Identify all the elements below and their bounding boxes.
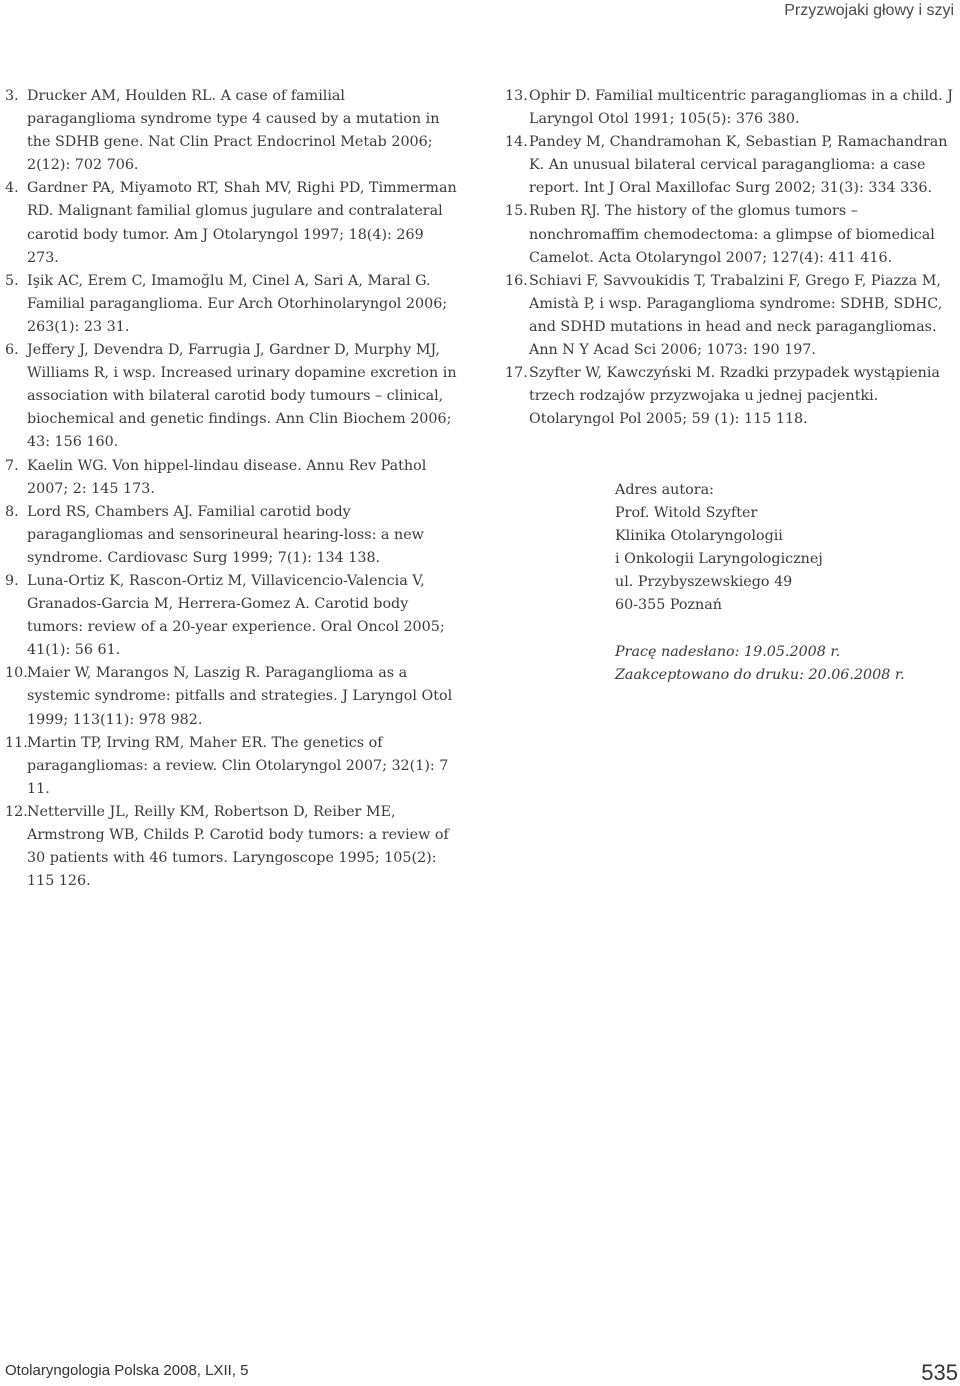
reference-item [5, 570, 457, 662]
reference-item [5, 455, 457, 501]
address-city: 60-355 Poznań [615, 597, 722, 614]
reference-number: 5. [5, 272, 19, 289]
reference-number: 6. [5, 342, 19, 359]
reference-text: Szyfter W, Kawczyński M. Rzadki przypadek wystąpienia trzech rodzajów przyzwojaka u jednej pacjentki. Otolaryngol Pol 2005; 59 (1): 115 118. [529, 365, 940, 428]
reference-number: 17. [505, 365, 528, 382]
reference-text: Gardner PA, Miyamoto RT, Shah MV, Righi PD, Timmerman RD. Malignant familial glomus jugulare and contralateral carotid body tumor. Am J Otolaryngol 1997; 18(4): 269 273. [27, 180, 457, 266]
reference-item [5, 85, 457, 177]
reference-number: 10. [5, 665, 28, 682]
address-clinic: Klinika Otolaryngologii [615, 528, 783, 545]
author-name: Prof. Witold Szyfter [615, 505, 758, 522]
reference-item [5, 662, 457, 731]
running-title: Przyzwojaki głowy i szyi [784, 2, 954, 19]
author-address [615, 479, 955, 618]
reference-item [5, 732, 457, 801]
reference-item [505, 131, 960, 200]
reference-number: 12. [5, 803, 28, 820]
reference-item [5, 270, 457, 339]
page-number: 535 [921, 1360, 958, 1385]
reference-text: Işik AC, Erem C, Imamoğlu M, Cinel A, Sari A, Maral G. Familial paraganglioma. Eur Arch Otorhinolaryngol 2006; 263(1): 23 31. [27, 272, 448, 335]
reference-number: 3. [5, 88, 19, 104]
address-street: ul. Przybyszewskiego 49 [615, 574, 793, 591]
reference-item [505, 362, 960, 431]
journal-footer: Otolaryngologia Polska 2008, LXII, 5 [5, 1362, 249, 1379]
address-clinic-2: i Onkologii Laryngologicznej [615, 551, 823, 568]
reference-text: Ophir D. Familial multicentric paragangliomas in a child. J Laryngol Otol 1991; 105(5): 376 380. [529, 88, 954, 128]
reference-text: Kaelin WG. Von hippel-lindau disease. Annu Rev Pathol 2007; 2: 145 173. [27, 457, 427, 497]
reference-text: Netterville JL, Reilly KM, Robertson D, Reiber ME, Armstrong WB, Childs P. Carotid body tumors: a review of 30 patients with 46 tumors. Laryngoscope 1995; 105(2): 115 126. [27, 803, 449, 890]
reference-text: Ruben RJ. The history of the glomus tumors – nonchromaffim chemodectoma: a glimpse of biomedical Camelot. Acta Otolaryngol 2007; 127(4): 411 416. [529, 203, 935, 266]
submitted-date: Pracę nadesłano: 19.05.2008 r. [615, 644, 841, 660]
reference-text: Jeffery J, Devendra D, Farrugia J, Gardner D, Murphy MJ, Williams R, i wsp. Increased urinary dopamine excretion in association with bilateral carotid body tumours – clinical, biochemical and genetic findings. Ann Clin Biochem 2006; 43: 156 160. [27, 342, 457, 451]
reference-list-left [5, 85, 457, 893]
address-label: Adres autora: [615, 482, 714, 498]
reference-item [5, 801, 457, 893]
reference-item [505, 200, 960, 269]
reference-text: Pandey M, Chandramohan K, Sebastian P, Ramachandran K. An unusual bilateral cervical paraganglioma: a case report. Int J Oral Maxillofac Surg 2002; 31(3): 334 336. [529, 134, 948, 197]
reference-number: 8. [5, 503, 19, 520]
reference-text: Drucker AM, Houlden RL. A case of familial paraganglioma syndrome type 4 caused by a mutation in the SDHB gene. Nat Clin Pract Endocrinol Metab 2006; 2(12): 702 706. [27, 88, 440, 174]
accepted-date: Zaakceptowano do druku: 20.06.2008 r. [615, 667, 905, 684]
reference-item [505, 85, 960, 131]
reference-text: Maier W, Marangos N, Laszig R. Paraganglioma as a systemic syndrome: pitfalls and strategies. J Laryngol Otol 1999; 113(11): 978 982. [27, 665, 453, 728]
reference-text: Lord RS, Chambers AJ. Familial carotid body paragangliomas and sensorineural hearing-loss: a new syndrome. Cardiovasc Surg 1999; 7(1): 134 138. [27, 503, 424, 566]
reference-number: 13. [505, 88, 528, 104]
reference-text: Luna-Ortiz K, Rascon-Ortiz M, Villavicencio-Valencia V, Granados-Garcia M, Herrera-Gomez A. Carotid body tumors: review of a 20-year experience. Oral Oncol 2005; 41(1): 56 61. [27, 572, 445, 659]
reference-number: 15. [505, 203, 528, 220]
reference-number: 16. [505, 272, 528, 289]
article-dates [615, 641, 955, 687]
reference-list-right [505, 85, 960, 431]
running-head [0, 0, 960, 24]
reference-item [5, 501, 457, 570]
reference-number: 9. [5, 572, 19, 589]
reference-number: 14. [505, 134, 528, 151]
reference-item [505, 270, 960, 362]
reference-item [5, 177, 457, 269]
reference-number: 11. [5, 734, 28, 751]
reference-number: 7. [5, 457, 19, 474]
reference-text: Martin TP, Irving RM, Maher ER. The genetics of paragangliomas: a review. Clin Otolaryngol 2007; 32(1): 7 11. [27, 734, 449, 797]
reference-text: Schiavi F, Savvoukidis T, Trabalzini F, Grego F, Piazza M, Amistà P, i wsp. Paraganglioma syndrome: SDHB, SDHC, and SDHD mutations in head and neck paragangliomas. Ann N Y Acad Sci 2006; 1073: 190 197. [529, 272, 943, 359]
reference-number: 4. [5, 180, 19, 197]
reference-item [5, 339, 457, 454]
